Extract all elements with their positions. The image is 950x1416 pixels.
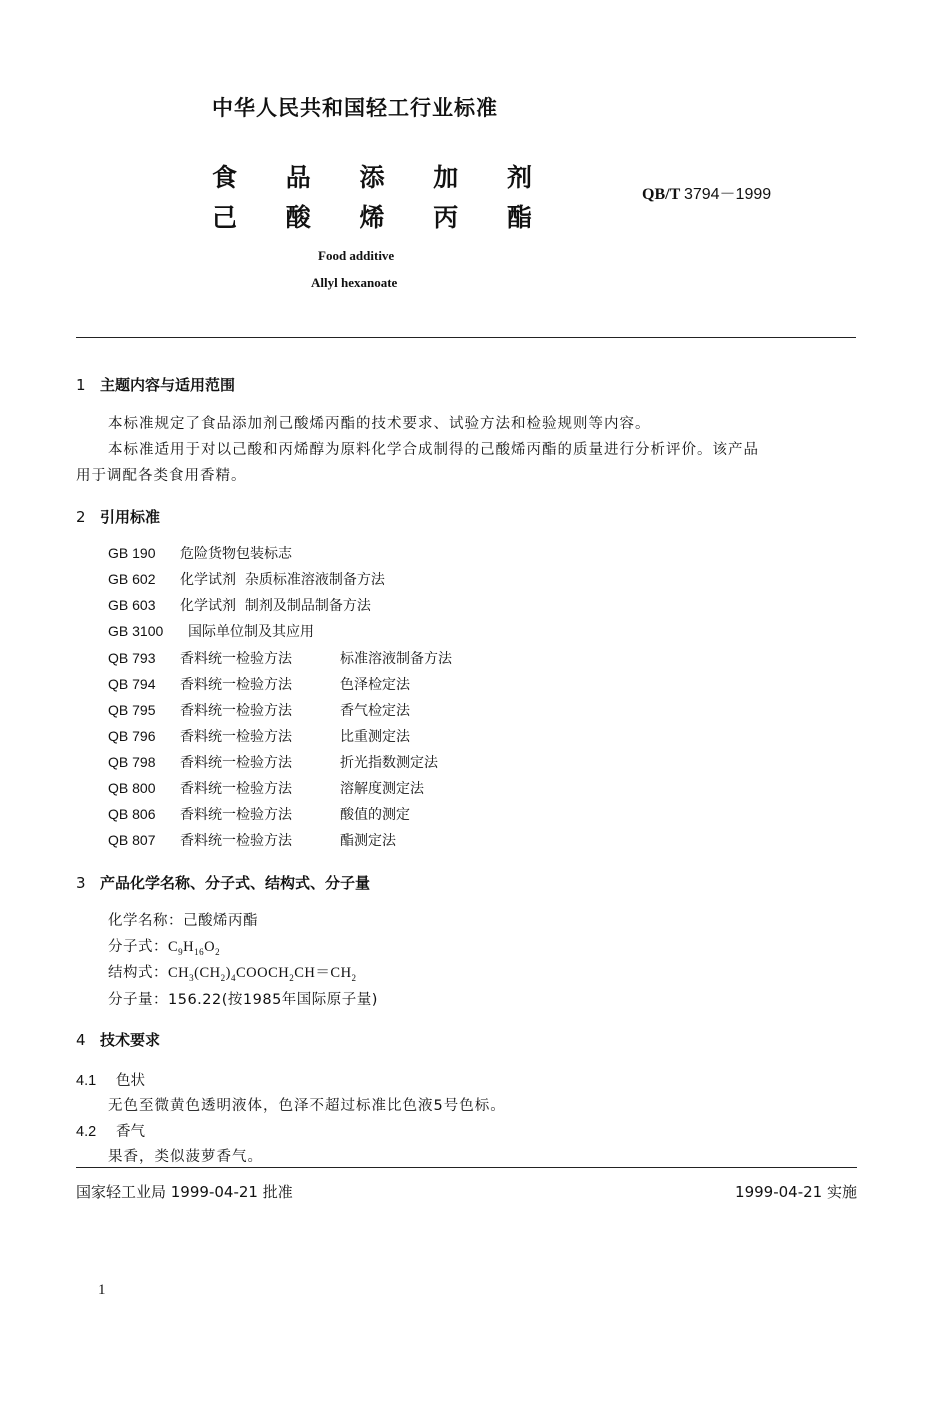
standard-prefix: QB/T	[642, 186, 680, 203]
document-title-line-1	[212, 158, 532, 194]
section-1-para-2-line-2: 用于调配各类食用香精。	[76, 468, 247, 484]
footer-divider	[76, 1167, 857, 1168]
title-char: 加	[433, 163, 459, 192]
section-1-heading	[76, 374, 235, 395]
section-title: 引用标准	[100, 508, 161, 526]
title-char: 烯	[359, 203, 385, 232]
reference-item: QB 796 香料统一检验方法 比重测定法	[108, 728, 410, 745]
reference-item: QB 807 香料统一检验方法 酯测定法	[108, 832, 396, 849]
title-char: 酯	[506, 203, 532, 232]
section-number: 4	[76, 1031, 86, 1049]
approval-info: 国家轻工业局 1999-04-21 批准	[76, 1183, 293, 1201]
subsection-4-2: 4.2 香气	[76, 1124, 145, 1140]
section-number: 3	[76, 874, 86, 892]
molecular-weight: 分子量：156.22(按1985年国际原子量)	[108, 992, 378, 1008]
section-4-heading	[76, 1029, 160, 1050]
reference-item: GB 190 危险货物包装标志	[108, 545, 292, 562]
page-number: 1	[98, 1282, 106, 1298]
subsection-4-2-text: 果香，类似菠萝香气。	[108, 1149, 263, 1165]
section-title: 主题内容与适用范围	[100, 376, 236, 394]
title-char: 添	[359, 163, 385, 192]
structural-formula: 结构式：$CH_3(CH_2)_4COOCH_2CH=CH_2$	[108, 965, 357, 983]
implementation-date: 1999-04-21 实施	[735, 1183, 857, 1201]
section-title: 产品化学名称、分子式、结构式、分子量	[100, 874, 371, 892]
section-1-para-2-line-1: 本标准适用于对以己酸和丙烯醇为原料化学合成制得的己酸烯丙酯的质量进行分析评价。该产品	[108, 442, 759, 458]
title-char: 食	[212, 163, 238, 192]
english-title-2: Allyl hexanoate	[311, 275, 398, 290]
reference-item: QB 793 香料统一检验方法 标准溶液制备方法	[108, 650, 452, 667]
reference-item: QB 800 香料统一检验方法 溶解度测定法	[108, 780, 424, 797]
section-3-heading	[76, 872, 370, 893]
header-divider	[76, 337, 856, 338]
issuing-organization: 中华人民共和国轻工行业标准	[212, 96, 498, 120]
section-2-heading	[76, 506, 160, 527]
reference-item: QB 795 香料统一检验方法 香气检定法	[108, 702, 410, 719]
english-title-1: Food additive	[318, 248, 395, 263]
document-title-line-2	[212, 198, 532, 234]
section-number: 2	[76, 508, 86, 526]
subsection-4-1-text: 无色至微黄色透明液体，色泽不超过标准比色液5号色标。	[108, 1098, 506, 1114]
title-char: 丙	[433, 203, 459, 232]
title-char: 酸	[285, 203, 311, 232]
title-char: 己	[212, 203, 238, 232]
reference-item: GB 603 化学试剂 制剂及制品制备方法	[108, 597, 371, 614]
title-char: 品	[285, 163, 311, 192]
reference-item: QB 794 香料统一检验方法 色泽检定法	[108, 676, 410, 693]
reference-item: QB 798 香料统一检验方法 折光指数测定法	[108, 754, 438, 771]
subsection-4-1: 4.1 色状	[76, 1073, 145, 1089]
section-title: 技术要求	[100, 1031, 161, 1049]
section-1-para-1: 本标准规定了食品添加剂己酸烯丙酯的技术要求、试验方法和检验规则等内容。	[108, 416, 651, 432]
molecular-formula: 分子式：$C_9H_{16}O_2$	[108, 939, 221, 957]
standard-number: 3794－1999	[683, 186, 772, 203]
chemical-name: 化学名称：己酸烯丙酯	[108, 913, 258, 929]
section-number: 1	[76, 376, 86, 394]
standard-code	[642, 181, 771, 204]
reference-item: GB 3100 国际单位制及其应用	[108, 623, 314, 640]
reference-item: GB 602 化学试剂 杂质标准溶液制备方法	[108, 571, 385, 588]
title-char: 剂	[506, 163, 532, 192]
reference-item: QB 806 香料统一检验方法 酸值的测定	[108, 806, 410, 823]
